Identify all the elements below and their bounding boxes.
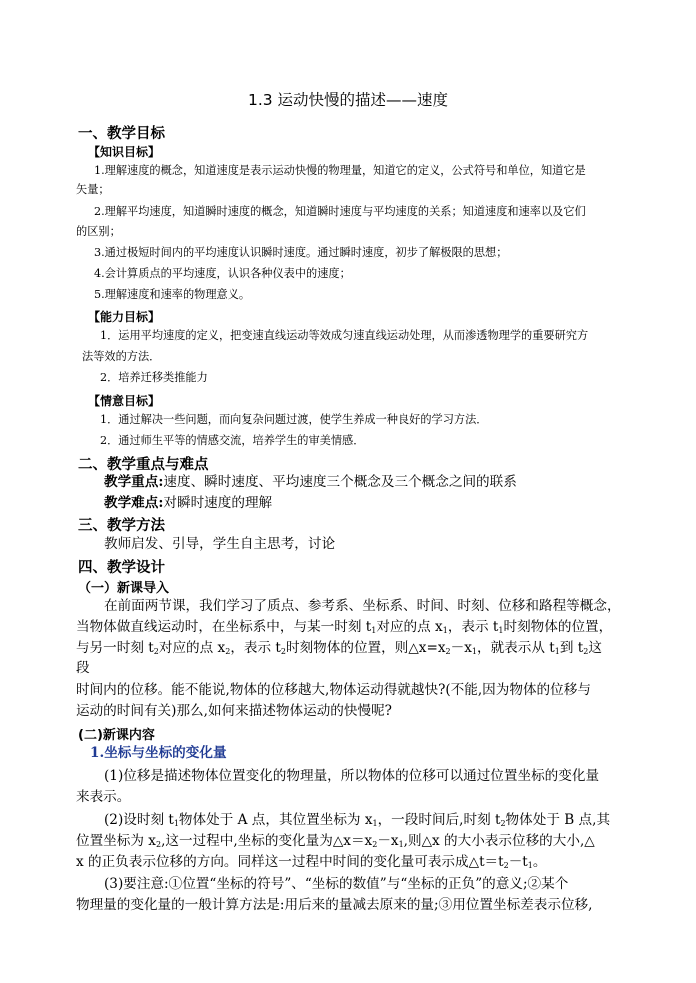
subscript: 2 bbox=[503, 861, 509, 870]
subsection-new-content: (二)新课内容 bbox=[78, 728, 155, 743]
intro-para-line-1: 在前面两节课，我们学习了质点、参考系、坐标系、时间、时刻、位移和路程等概念， bbox=[104, 598, 621, 614]
text-run: 与另一时刻 t bbox=[76, 640, 154, 656]
section-heading-design: 四、教学设计 bbox=[78, 560, 165, 576]
subscript: 2 bbox=[155, 840, 162, 849]
text-run: 物体处于 B 点,其 bbox=[505, 812, 611, 828]
text-run: 物体处于 A 点，其位置坐标为 x bbox=[178, 812, 373, 828]
intro-para-line-6: 运动的时间有关)那么,如何来描述物体运动的快慢呢? bbox=[76, 703, 392, 719]
content-para-1-line-2: 来表示。 bbox=[76, 789, 131, 805]
intro-para-line-5: 时间内的位移。能不能说,物体的位移越大,物体运动得就越快?(不能,因为物体的位移与 bbox=[76, 682, 591, 698]
subscript: 1 bbox=[442, 626, 448, 635]
text-run: 到 t bbox=[559, 640, 584, 656]
subscript: 1 bbox=[372, 819, 378, 828]
key-point-line bbox=[104, 474, 517, 491]
content-para-2-line-3 bbox=[76, 854, 546, 874]
subscript: 1 bbox=[471, 647, 477, 656]
content-para-2-line-2 bbox=[76, 833, 595, 853]
text-run: ,这一过程中,坐标的变化量为△x＝x bbox=[161, 833, 373, 849]
subscript: 2 bbox=[153, 647, 159, 656]
text-run: 对应的点 x bbox=[376, 619, 443, 635]
tag-ability-goals: 【能力目标】 bbox=[88, 310, 161, 324]
content-para-1-line-1: (1)位移是描述物体位置变化的物理量，所以物体的位移可以通过位置坐标的变化量 bbox=[104, 768, 600, 784]
subscript: 1 bbox=[527, 861, 533, 870]
content-para-2-line-1 bbox=[104, 812, 610, 832]
subscript: 1 bbox=[398, 840, 404, 849]
knowledge-item-1: 1.理解速度的概念，知道速度是表示运动快慢的物理量，知道它的定义，公式符号和单位，知道它是 bbox=[94, 164, 586, 177]
subscript: 1 bbox=[173, 819, 179, 828]
knowledge-item-2: 2.理解平均速度，知道瞬时速度的概念，知道瞬时速度与平均速度的关系；知道速度和速率以及它们 bbox=[94, 205, 586, 218]
text-run: 对应的点 x bbox=[158, 640, 226, 656]
section-heading-objectives: 一、教学目标 bbox=[78, 126, 165, 142]
difficulty-label: 教学难点: bbox=[104, 495, 164, 511]
text-run: －t bbox=[508, 854, 528, 870]
subscript: 1 bbox=[554, 647, 560, 656]
subscript: 2 bbox=[583, 647, 589, 656]
text-run: 时刻物体的位置，则△x=x bbox=[286, 640, 446, 656]
page-title: 1.3 运动快慢的描述——速度 bbox=[247, 91, 449, 109]
subscript: 2 bbox=[372, 840, 378, 849]
text-run: ，一段时间后,时刻 t bbox=[377, 812, 501, 828]
text-run: 这 bbox=[588, 640, 602, 656]
text-run: －x bbox=[377, 833, 399, 849]
subsection-intro: （一）新课导入 bbox=[78, 581, 170, 596]
difficulty-line bbox=[104, 495, 272, 512]
text-run: 当物体做直线运动时，在坐标系中，与某一时刻 t bbox=[76, 619, 372, 635]
text-run: ，就表示从 t bbox=[476, 640, 555, 656]
section-heading-method: 三、教学方法 bbox=[78, 518, 165, 534]
content-para-3-line-1: (3)要注意:①位置“坐标的符号”、“坐标的数值”与“坐标的正负”的意义;②某个 bbox=[104, 876, 569, 892]
subscript: 2 bbox=[280, 647, 286, 656]
text-run: 位置坐标为 x bbox=[76, 833, 156, 849]
difficulty-text: 对瞬时速度的理解 bbox=[163, 495, 273, 511]
knowledge-item-4: 4.会计算质点的平均速度，认识各种仪表中的速度； bbox=[94, 267, 351, 280]
subscript: 2 bbox=[225, 647, 231, 656]
emotion-item-2: 2．通过师生平等的情感交流，培养学生的审美情感． bbox=[100, 434, 365, 447]
ability-item-1: 1．运用平均速度的定义，把变速直线运动等效成匀速直线运动处理，从而渗透物理学的重要研究方 bbox=[100, 329, 589, 342]
tag-knowledge-goals: 【知识目标】 bbox=[88, 145, 161, 159]
text-run: ，表示 t bbox=[230, 640, 281, 656]
ability-item-1-cont: 法等效的方法． bbox=[82, 350, 161, 363]
knowledge-item-3: 3.通过极短时间内的平均速度认识瞬时速度。通过瞬时速度，初步了解极限的思想； bbox=[94, 246, 508, 259]
knowledge-item-5: 5.理解速度和速率的物理意义。 bbox=[94, 288, 251, 301]
subscript: 1 bbox=[498, 626, 504, 635]
text-run: ，表示 t bbox=[447, 619, 499, 635]
key-point-text: 速度、瞬时速度、平均速度三个概念及三个概念之间的联系 bbox=[163, 474, 517, 490]
text-run: 。 bbox=[532, 854, 547, 870]
subscript: 2 bbox=[445, 647, 451, 656]
tag-emotion-goals: 【情意目标】 bbox=[88, 394, 161, 408]
method-text: 教师启发、引导，学生自主思考，讨论 bbox=[104, 536, 336, 552]
section-heading-key-points: 二、教学重点与难点 bbox=[78, 457, 209, 473]
text-run: x 的正负表示位移的方向。同样这一过程中时间的变化量可表示成△t＝t bbox=[76, 854, 504, 870]
text-run: (2)设时刻 t bbox=[104, 812, 174, 828]
text-run: －x bbox=[450, 640, 472, 656]
text-run: 时刻物体的位置， bbox=[503, 619, 613, 635]
intro-para-line-3 bbox=[76, 640, 602, 660]
subscript: 2 bbox=[500, 819, 506, 828]
subscript: 1 bbox=[371, 626, 377, 635]
content-para-3-line-2: 物理量的变化量的一般计算方法是:用后来的量减去原来的量;③用位置坐标差表示位移, bbox=[76, 897, 593, 913]
emotion-item-1: 1．通过解决一些问题，而向复杂问题过渡，使学生养成一种良好的学习方法． bbox=[100, 413, 488, 426]
knowledge-item-2-cont: 的区别； bbox=[76, 225, 121, 238]
key-point-label: 教学重点: bbox=[104, 474, 164, 490]
ability-item-2: 2．培养迁移类推能力 bbox=[100, 371, 208, 384]
text-run: ,则△x 的大小表示位移的大小,△ bbox=[403, 833, 595, 849]
intro-para-line-4: 段 bbox=[76, 660, 90, 676]
heading-coordinate-change: 1.坐标与坐标的变化量 bbox=[90, 745, 227, 761]
knowledge-item-1-cont: 矢量； bbox=[76, 183, 110, 196]
intro-para-line-2 bbox=[76, 619, 612, 639]
